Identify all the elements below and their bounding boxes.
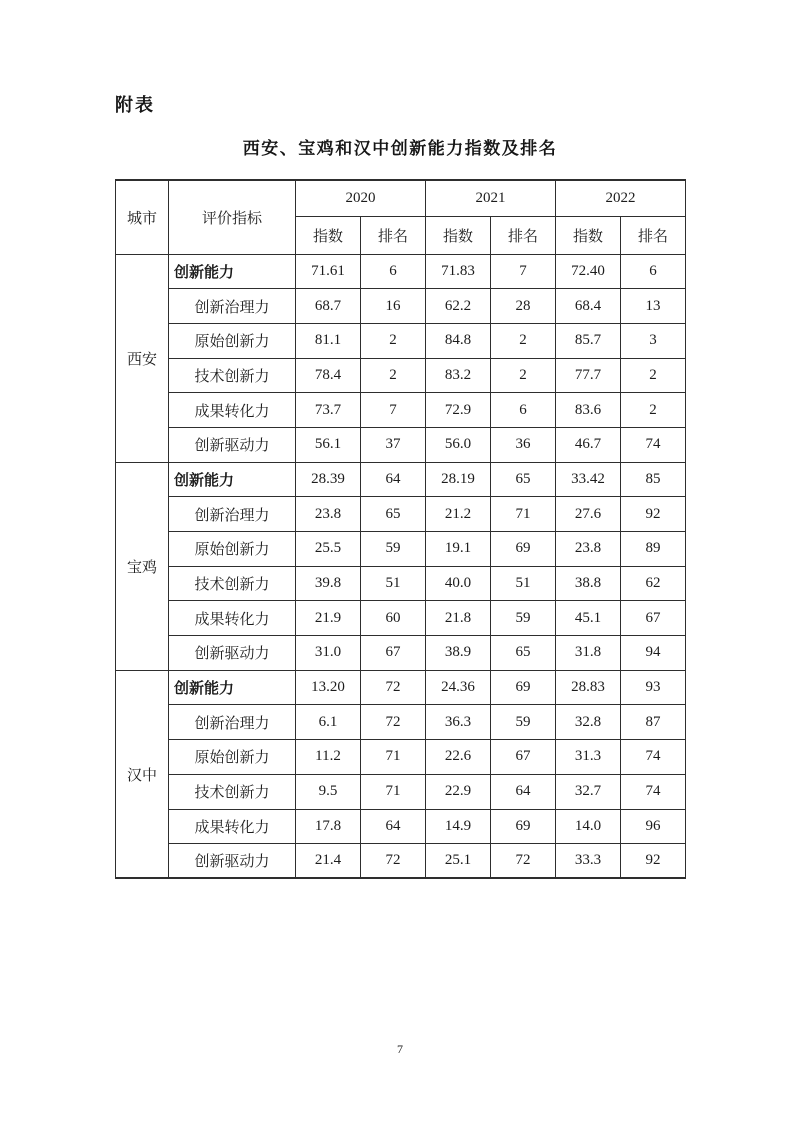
indicator-label: 技术创新力 [169,774,296,809]
table-row [116,601,686,636]
indicator-label: 原始创新力 [169,323,296,358]
rank-value: 6 [491,393,556,428]
rank-value: 59 [361,532,426,567]
rank-value: 2 [621,393,686,428]
index-value: 83.6 [556,393,621,428]
rank-value: 71 [491,497,556,532]
header-year-2020: 2020 [296,180,426,216]
rank-value: 67 [621,601,686,636]
indicator-label: 创新治理力 [169,705,296,740]
rank-value: 59 [491,601,556,636]
index-value: 32.7 [556,774,621,809]
header-year-2022: 2022 [556,180,686,216]
index-value: 6.1 [296,705,361,740]
index-value: 24.36 [426,670,491,705]
table-row [116,774,686,809]
index-value: 14.9 [426,809,491,844]
index-value: 28.83 [556,670,621,705]
index-value: 23.8 [296,497,361,532]
table-row [116,427,686,462]
rank-value: 28 [491,289,556,324]
rank-value: 96 [621,809,686,844]
rank-value: 85 [621,462,686,497]
rank-value: 60 [361,601,426,636]
index-value: 36.3 [426,705,491,740]
index-value: 11.2 [296,740,361,775]
indicator-label: 成果转化力 [169,809,296,844]
city-name: 宝鸡 [116,462,169,670]
table-row [116,254,686,289]
index-value: 31.0 [296,636,361,671]
rank-value: 16 [361,289,426,324]
index-value: 77.7 [556,358,621,393]
indicator-label: 创新能力 [169,670,296,705]
index-value: 22.9 [426,774,491,809]
indicator-label: 创新驱动力 [169,636,296,671]
table-title: 西安、宝鸡和汉中创新能力指数及排名 [242,139,558,158]
index-value: 56.1 [296,427,361,462]
index-value: 78.4 [296,358,361,393]
table-row [116,532,686,567]
index-value: 22.6 [426,740,491,775]
page-number: 7 [397,1042,403,1056]
rank-value: 2 [491,358,556,393]
index-value: 38.9 [426,636,491,671]
index-value: 72.9 [426,393,491,428]
table-row [116,566,686,601]
rank-value: 72 [361,705,426,740]
rank-value: 13 [621,289,686,324]
rank-value: 65 [361,497,426,532]
table-row [116,497,686,532]
header-rank-2022: 排名 [621,216,686,254]
indicator-label: 成果转化力 [169,601,296,636]
rank-value: 93 [621,670,686,705]
rank-value: 51 [491,566,556,601]
index-value: 81.1 [296,323,361,358]
rank-value: 65 [491,636,556,671]
index-value: 21.8 [426,601,491,636]
rank-value: 74 [621,740,686,775]
table-row [116,462,686,497]
table-row [116,740,686,775]
rank-value: 71 [361,740,426,775]
index-value: 32.8 [556,705,621,740]
index-value: 25.5 [296,532,361,567]
index-value: 28.19 [426,462,491,497]
indicator-label: 创新能力 [169,254,296,289]
index-value: 31.8 [556,636,621,671]
rank-value: 72 [491,844,556,879]
rank-value: 3 [621,323,686,358]
appendix-label: 附表 [115,95,155,115]
rank-value: 62 [621,566,686,601]
indicator-label: 创新驱动力 [169,427,296,462]
indicator-label: 创新驱动力 [169,844,296,879]
index-value: 33.3 [556,844,621,879]
index-value: 39.8 [296,566,361,601]
index-value: 84.8 [426,323,491,358]
index-value: 85.7 [556,323,621,358]
index-value: 25.1 [426,844,491,879]
rank-value: 67 [361,636,426,671]
table-row [116,323,686,358]
index-value: 71.61 [296,254,361,289]
index-value: 13.20 [296,670,361,705]
index-value: 23.8 [556,532,621,567]
rank-value: 94 [621,636,686,671]
table-container [115,179,686,879]
index-value: 68.7 [296,289,361,324]
index-value: 14.0 [556,809,621,844]
header-rank-2021: 排名 [491,216,556,254]
rank-value: 69 [491,532,556,567]
header-index-2022: 指数 [556,216,621,254]
rank-value: 74 [621,774,686,809]
table-row [116,809,686,844]
city-name: 西安 [116,254,169,462]
index-value: 9.5 [296,774,361,809]
rank-value: 7 [361,393,426,428]
table-row [116,393,686,428]
rank-value: 67 [491,740,556,775]
city-name: 汉中 [116,670,169,878]
rank-value: 87 [621,705,686,740]
indicator-label: 技术创新力 [169,358,296,393]
index-value: 38.8 [556,566,621,601]
index-value: 83.2 [426,358,491,393]
indicator-label: 创新治理力 [169,497,296,532]
indicator-label: 成果转化力 [169,393,296,428]
table-header [116,180,686,254]
rank-value: 6 [621,254,686,289]
rank-value: 89 [621,532,686,567]
header-rank-2020: 排名 [361,216,426,254]
index-value: 17.8 [296,809,361,844]
indicator-label: 原始创新力 [169,532,296,567]
rank-value: 6 [361,254,426,289]
rank-value: 2 [491,323,556,358]
rank-value: 37 [361,427,426,462]
indicator-label: 技术创新力 [169,566,296,601]
index-value: 33.42 [556,462,621,497]
indicator-label: 创新能力 [169,462,296,497]
rank-value: 72 [361,844,426,879]
index-value: 68.4 [556,289,621,324]
table-row [116,844,686,879]
index-value: 19.1 [426,532,491,567]
indicator-label: 创新治理力 [169,289,296,324]
rank-value: 64 [361,462,426,497]
index-value: 72.40 [556,254,621,289]
index-value: 27.6 [556,497,621,532]
rank-value: 74 [621,427,686,462]
rank-value: 59 [491,705,556,740]
index-value: 46.7 [556,427,621,462]
header-row-years [116,180,686,216]
header-indicator: 评价指标 [169,180,296,254]
rank-value: 92 [621,844,686,879]
table-row [116,636,686,671]
rank-value: 69 [491,670,556,705]
index-value: 56.0 [426,427,491,462]
index-value: 45.1 [556,601,621,636]
index-value: 40.0 [426,566,491,601]
header-index-2021: 指数 [426,216,491,254]
table-row [116,289,686,324]
data-table [115,179,686,879]
rank-value: 64 [361,809,426,844]
rank-value: 72 [361,670,426,705]
rank-value: 7 [491,254,556,289]
rank-value: 2 [361,358,426,393]
table-body [116,254,686,878]
rank-value: 36 [491,427,556,462]
table-row [116,705,686,740]
rank-value: 51 [361,566,426,601]
index-value: 73.7 [296,393,361,428]
rank-value: 2 [361,323,426,358]
index-value: 21.9 [296,601,361,636]
index-value: 21.4 [296,844,361,879]
rank-value: 71 [361,774,426,809]
header-index-2020: 指数 [296,216,361,254]
index-value: 28.39 [296,462,361,497]
header-city: 城市 [116,180,169,254]
rank-value: 2 [621,358,686,393]
table-row [116,358,686,393]
rank-value: 69 [491,809,556,844]
rank-value: 65 [491,462,556,497]
index-value: 21.2 [426,497,491,532]
index-value: 71.83 [426,254,491,289]
header-year-2021: 2021 [426,180,556,216]
index-value: 31.3 [556,740,621,775]
rank-value: 64 [491,774,556,809]
indicator-label: 原始创新力 [169,740,296,775]
table-row [116,670,686,705]
rank-value: 92 [621,497,686,532]
index-value: 62.2 [426,289,491,324]
